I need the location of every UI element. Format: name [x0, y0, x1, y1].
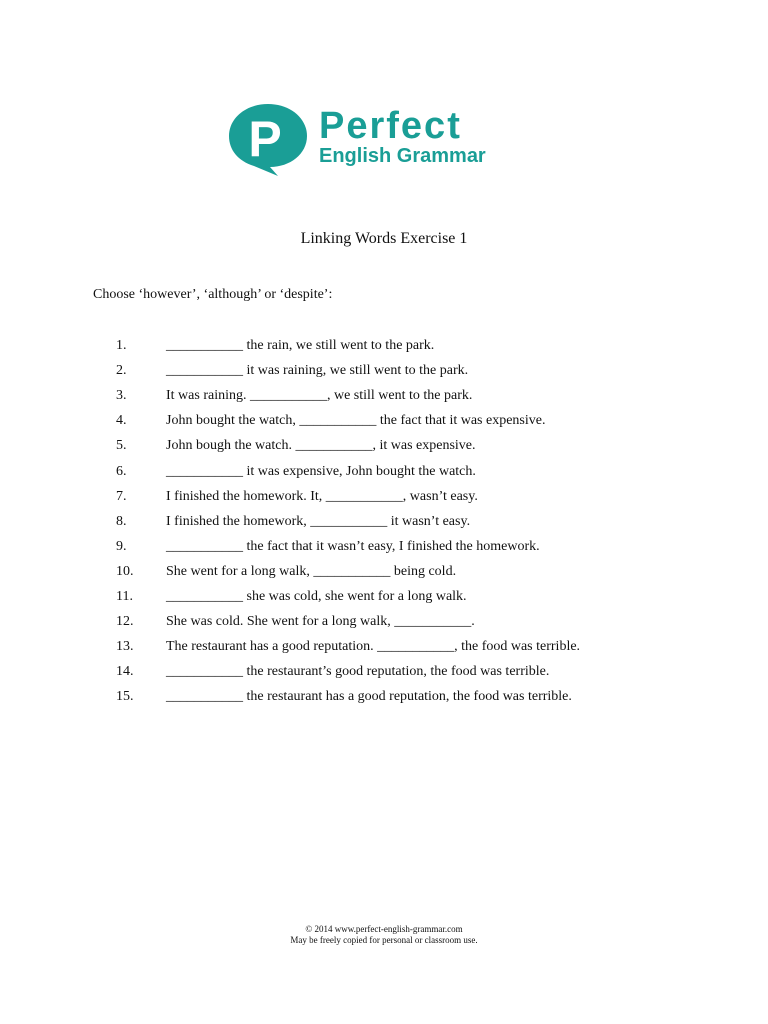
exercise-number: 14.	[116, 664, 134, 680]
exercise-number: 10.	[116, 563, 134, 579]
exercise-sentence: ___________ the restaurant has a good reputation, the food was terrible.	[166, 689, 572, 705]
exercise-sentence: ___________ it was expensive, John bought the watch.	[166, 463, 476, 479]
exercise-number: 2.	[116, 363, 127, 379]
exercise-sentence: The restaurant has a good reputation. ___________, the food was terrible.	[166, 639, 581, 655]
exercise-item	[0, 614, 700, 634]
exercise-item	[0, 664, 700, 684]
logo-letter: P	[248, 111, 282, 167]
exercise-sentence: ___________ she was cold, she went for a long walk.	[166, 589, 467, 604]
exercise-item	[0, 388, 700, 408]
exercise-number: 12.	[116, 614, 134, 630]
exercise-item	[0, 338, 700, 358]
exercise-number: 1.	[116, 338, 127, 353]
footer	[0, 924, 768, 946]
logo-line-english-grammar: English Grammar	[319, 145, 486, 167]
exercise-item	[0, 539, 700, 559]
exercise-item	[0, 514, 700, 534]
exercise-sentence: John bough the watch. ___________, it was expensive.	[166, 438, 476, 454]
exercise-sentence: ___________ the fact that it wasn’t easy, I finished the homework.	[166, 538, 540, 554]
exercise-number: 7.	[116, 488, 127, 504]
exercise-item	[0, 589, 700, 609]
exercise-number: 5.	[116, 438, 127, 454]
exercise-sentence: ___________ the restaurant’s good reputation, the food was terrible.	[166, 664, 550, 680]
exercise-item	[0, 489, 700, 509]
exercise-sentence: I finished the homework. It, ___________, wasn’t easy.	[166, 488, 478, 504]
exercise-number: 11.	[116, 589, 133, 604]
exercise-sentence: ___________ it was raining, we still went to the park.	[166, 363, 469, 379]
exercise-sentence: She was cold. She went for a long walk, ___________.	[166, 614, 475, 630]
exercise-sentence: ___________ the rain, we still went to the park.	[166, 338, 435, 353]
exercise-item	[0, 639, 700, 659]
page-title: Linking Words Exercise 1	[300, 230, 468, 247]
exercise-number: 3.	[116, 388, 127, 404]
exercise-item	[0, 564, 700, 584]
exercise-sentence: I finished the homework, ___________ it wasn’t easy.	[166, 513, 471, 529]
logo-wordmark	[319, 106, 486, 167]
instruction-text: Choose ‘however’, ‘although’ or ‘despite’:	[93, 287, 333, 302]
footer-notice: May be freely copied for personal or classroom use.	[290, 935, 478, 945]
exercise-number: 8.	[116, 513, 127, 529]
exercise-item	[0, 689, 700, 709]
exercise-number: 4.	[116, 413, 127, 429]
exercise-number: 6.	[116, 463, 127, 479]
exercise-item	[0, 438, 700, 458]
exercise-item	[0, 363, 700, 383]
logo	[226, 100, 526, 180]
logo-line-perfect: Perfect	[319, 105, 462, 147]
exercise-item	[0, 464, 700, 484]
speech-bubble-icon	[226, 100, 312, 178]
exercise-number: 15.	[116, 689, 134, 705]
exercise-sentence: John bought the watch, ___________ the fact that it was expensive.	[166, 413, 546, 429]
exercise-number: 13.	[116, 639, 134, 655]
exercise-item	[0, 413, 700, 433]
exercise-number: 9.	[116, 538, 127, 554]
exercise-sentence: She went for a long walk, ___________ being cold.	[166, 563, 457, 579]
footer-copyright: © 2014 www.perfect-english-grammar.com	[305, 924, 463, 934]
exercise-sentence: It was raining. ___________, we still went to the park.	[166, 388, 473, 404]
